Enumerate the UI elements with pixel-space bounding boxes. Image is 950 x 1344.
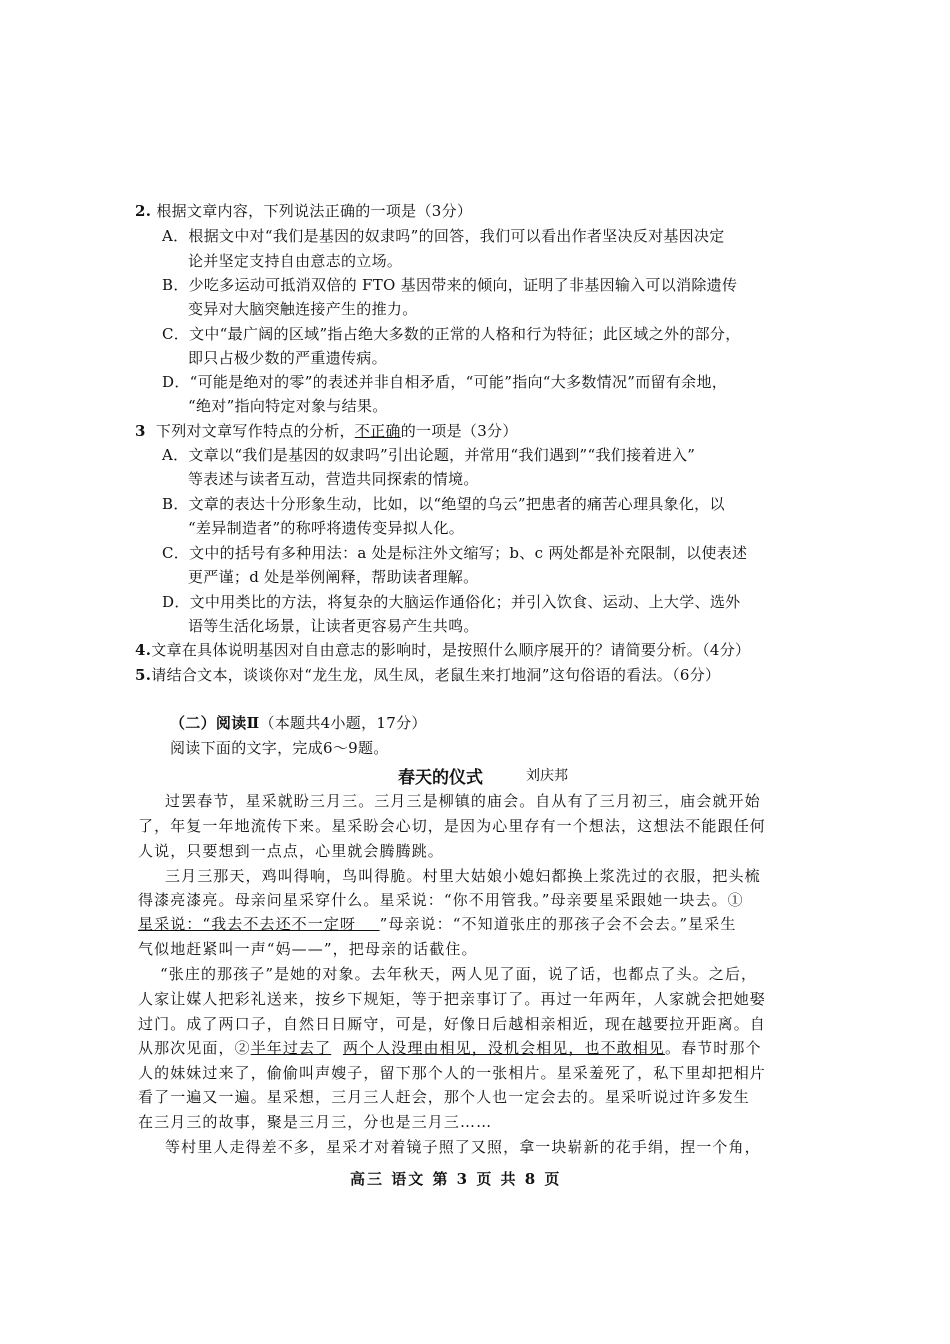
question-number: 4. xyxy=(135,641,152,659)
option-d-line-cont: “绝对”指向特定对象与结果。 xyxy=(188,397,388,415)
question-text-end: 的一项是（3分） xyxy=(400,422,518,440)
story-paragraph-line: 过罢春节，星采就盼三月三。三月三是柳镇的庙会。自从有了三月初三，庙会就开始 xyxy=(165,792,761,810)
option-b-line: B．文章的表达十分形象生动，比如，以“绝望的乌云”把患者的痛苦心理具象化，以 xyxy=(162,495,725,513)
question-4 xyxy=(135,638,750,662)
story-paragraph-line: 看了一遍又一遍。星采想，三月三人赶会，那个人也一定会去的。星采听说过许多发生 xyxy=(138,1088,750,1106)
question-keyword: 不正确 xyxy=(354,422,401,440)
option-b-line-cont: 变异对大脑突触连接产生的推力。 xyxy=(188,300,418,318)
option-d-line: D．“可能是绝对的零”的表述并非自相矛盾，“可能”指向“大多数情况”而留有余地， xyxy=(162,373,728,391)
story-paragraph-line: 得漆亮漆亮。母亲问星采穿什么。星采说：“你不用管我。”母亲要星采跟她一块去。① xyxy=(138,891,744,909)
option-a-line-cont: 等表述与读者互动，营造共同探索的情境。 xyxy=(188,470,479,488)
quote-close: ” xyxy=(379,915,389,933)
question-3-stem xyxy=(135,419,518,443)
option-c-line-cont: 即只占极少数的严重遗传病。 xyxy=(188,349,387,367)
option-d-line-cont: 语等生活化场景，让读者更容易产生共鸣。 xyxy=(188,617,479,635)
page-footer: 高三 语文 第 3 页 共 8 页 xyxy=(350,1170,562,1188)
story-paragraph-line: 三月三那天，鸡叫得响，鸟叫得脆。村里大姑娘小媳妇都换上浆洗过的衣服，把头梳 xyxy=(165,867,761,885)
underlined-sentence: 半年过去了 xyxy=(250,1039,332,1057)
section-title: （二）阅读Ⅱ xyxy=(170,714,260,732)
option-a-line: A．文章以“我们是基因的奴隶吗”引出论题，并常用“我们遇到”“我们接着进入” xyxy=(162,446,696,464)
question-number: 3 xyxy=(135,422,146,440)
story-paragraph-line: 人的妹妹过来了，偷偷叫声嫂子，留下那个人的一张相片。星采羞死了，私下里却把相片 xyxy=(138,1064,766,1082)
option-d-line: D．文中用类比的方法，将复杂的大脑运作通俗化；并引入饮食、运动、上大学、选外 xyxy=(162,593,741,611)
question-text: 根据文章内容，下列说法正确的一项是（3分） xyxy=(156,202,473,220)
question-5 xyxy=(135,663,720,687)
underlined-sentence: 两个人没理由相见，没机会相见，也不敢相见 xyxy=(342,1039,665,1057)
story-text: 从那次见面，② xyxy=(138,1039,251,1057)
option-c-line-cont: 更严谨；d 处是举例阐释，帮助读者理解。 xyxy=(188,568,479,586)
story-paragraph-line: 气似地赶紧叫一声“妈——”，把母亲的话截住。 xyxy=(138,940,478,958)
question-text: 文章在具体说明基因对自由意志的影响时，是按照什么顺序展开的？请简要分析。（4分） xyxy=(151,641,751,659)
story-text: 母亲说：“不知道张庄的那孩子会不会去。”星采生 xyxy=(388,915,737,933)
section-instruction: 阅读下面的文字，完成6～9题。 xyxy=(170,739,389,757)
story-paragraph-line: “张庄的那孩子”是她的对象。去年秋天，两人见了面，说了话，也都点了头。之后， xyxy=(160,965,758,983)
question-2-stem xyxy=(135,199,472,223)
story-text: 。春节时那个 xyxy=(664,1039,762,1057)
question-number: 2. xyxy=(135,202,152,220)
underlined-sentence: 星采说：“我去不去还不一定呀 xyxy=(138,915,357,933)
story-paragraph-line xyxy=(138,912,736,936)
option-c-line: C．文中“最广阔的区域”指占绝大多数的正常的人格和行为特征；此区域之外的部分， xyxy=(162,325,741,343)
section-heading xyxy=(170,711,427,735)
option-b-line: B．少吃多运动可抵消双倍的 FTO 基因带来的倾向，证明了非基因输入可以消除遗传 xyxy=(162,276,738,294)
question-number: 5. xyxy=(135,666,152,684)
option-c-line: C．文中的括号有多种用法：a 处是标注外文缩写；b、c 两处都是补充限制，以使表述 xyxy=(162,544,748,562)
story-author: 刘庆邦 xyxy=(526,768,568,784)
story-paragraph-line: 等村里人走得差不多，星采才对着镜子照了又照，拿一块崭新的花手绢，捏一个角， xyxy=(165,1138,761,1156)
story-paragraph-line: 人说，只要想到一点点，心里就会腾腾跳。 xyxy=(138,842,444,860)
option-a-line: A．根据文中对“我们是基因的奴隶吗”的回答，我们可以看出作者坚决反对基因决定 xyxy=(162,227,725,245)
story-paragraph-line: 了，年复一年地流传下来。星采盼会心切，是因为心里存有一个想法，这想法不能跟任何 xyxy=(138,817,766,835)
story-paragraph-line: 在三月三的故事，聚是三月三，分也是三月三…… xyxy=(138,1113,493,1131)
section-note: （本题共4小题，17分） xyxy=(259,714,427,732)
question-text: 请结合文本，谈谈你对“龙生龙，凤生凤，老鼠生来打地洞”这句俗语的看法。（6分） xyxy=(151,666,721,684)
story-paragraph-line: 过门。成了两口子，自然日日厮守，可是，好像日后越相亲相近，现在越要拉开距离。自 xyxy=(138,1015,766,1033)
question-text: 下列对文章写作特点的分析， xyxy=(155,422,355,440)
option-b-line-cont: “差异制造者”的称呼将遗传变异拟人化。 xyxy=(188,519,465,537)
story-paragraph-line: 人家让媒人把彩礼送来，按乡下规矩，等于把亲事订了。再过一年两年，人家就会把她娶 xyxy=(138,990,766,1008)
story-paragraph-line xyxy=(138,1036,762,1060)
story-title: 春天的仪式 xyxy=(398,768,483,788)
underlined-gap xyxy=(356,915,379,933)
option-a-line-cont: 论并坚定支持自由意志的立场。 xyxy=(188,252,403,270)
